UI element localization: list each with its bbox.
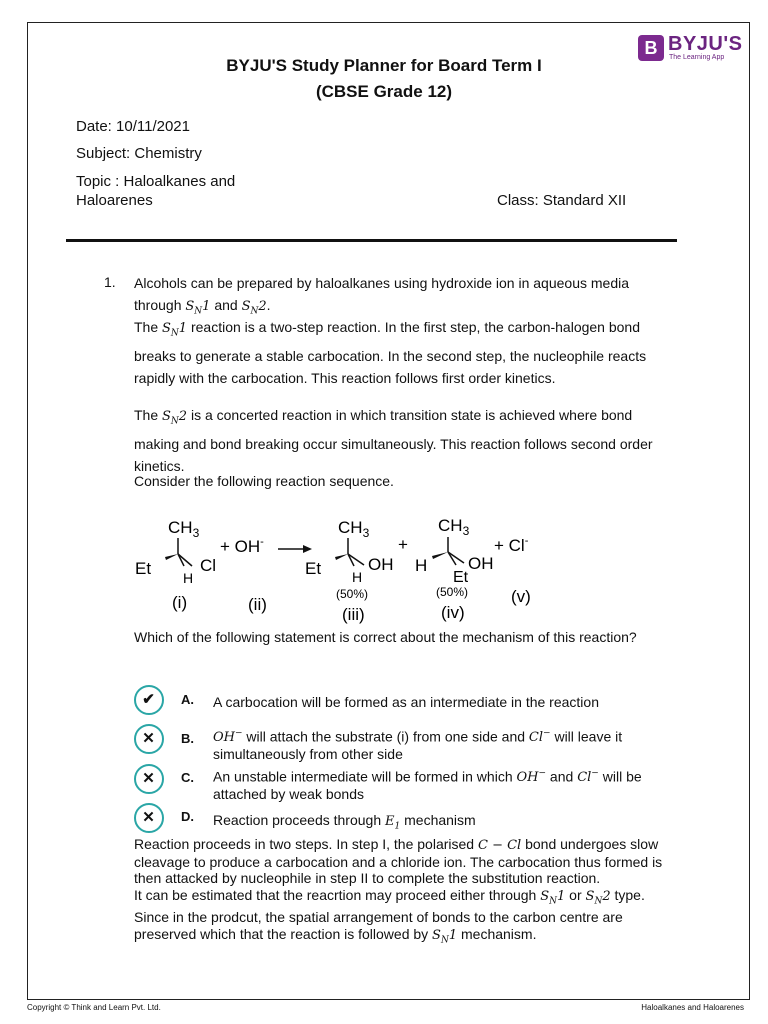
ch3-label: $CH_3$ bbox=[438, 516, 470, 538]
label-i: (i) bbox=[172, 593, 188, 612]
sn2-math: $S_N2$ bbox=[162, 409, 188, 427]
option-a-letter: A. bbox=[181, 692, 194, 707]
option-d-text[interactable] bbox=[213, 812, 673, 835]
logo-tagline: The Learning App bbox=[669, 54, 725, 61]
reaction-scheme bbox=[130, 510, 550, 630]
class-label: Class: Standard XII bbox=[497, 192, 627, 209]
p2-body: reaction is a two-step reaction. In the first step, the carbon-halogen bond breaks to generate a stable carbocation. In the second step, the nucleophile reacts rapidly with the carbocation. This reaction follows first order kinetics. bbox=[134, 319, 647, 386]
label-v: (v) bbox=[511, 587, 531, 606]
explanation-part-a: Reaction proceeds in two steps. In step I, the polarised bbox=[134, 836, 478, 852]
option-d-status[interactable] bbox=[134, 803, 164, 833]
option-b-status[interactable] bbox=[134, 724, 164, 754]
option-b-part1: will attach the substrate (i) from one side and bbox=[242, 728, 529, 745]
option-a-status[interactable] bbox=[134, 685, 164, 715]
molecule-iii bbox=[305, 518, 394, 585]
sn2-math: $S_N2$ bbox=[585, 888, 611, 907]
intro-and: and bbox=[210, 297, 242, 313]
et-label: Et bbox=[453, 569, 469, 586]
h-label: H bbox=[183, 570, 194, 586]
option-b-text[interactable] bbox=[213, 726, 673, 762]
option-a-text[interactable]: A carbocation will be formed as an intermediate in the reaction bbox=[213, 694, 599, 710]
cross-icon: ✕ bbox=[142, 770, 155, 787]
molecule-iv bbox=[415, 516, 494, 586]
plus-sign: + bbox=[398, 535, 408, 554]
intro-end: . bbox=[266, 297, 271, 313]
p3-body: is a concerted reaction in which transition state is achieved where bond making and bond breaking occur simultaneously. This reaction follows second order kinetics. bbox=[134, 407, 653, 474]
option-c-part3: will be attached by weak bonds bbox=[213, 768, 642, 803]
explanation-part-e: type. Since in the prodcut, the spatial arrangement of bonds to the carbon centre are preserved which that the reaction is followed by bbox=[134, 886, 645, 942]
e1-math: $E_1$ bbox=[385, 814, 401, 832]
cl-label: Cl bbox=[200, 556, 217, 575]
header-divider bbox=[66, 239, 677, 242]
logo-wordmark: BYJU'S bbox=[668, 33, 743, 55]
cross-icon: ✕ bbox=[142, 809, 155, 826]
explanation-part-d: or bbox=[565, 886, 586, 903]
label-iv: (iv) bbox=[441, 603, 465, 622]
bond-line bbox=[178, 554, 192, 566]
label-ii: (ii) bbox=[248, 595, 267, 614]
oh-minus-math: OH− bbox=[516, 769, 547, 786]
c-cl-math: C − Cl bbox=[477, 838, 522, 853]
footer-copyright: Copyright © Think and Learn Pvt. Ltd. bbox=[27, 1003, 161, 1012]
explanation-part-b: bond undergoes slow cleavage to produce a carbocation and a chloride ion. The carbocation thus formed is then attacked by nucleophile in step II to complete the substitution reaction. bbox=[134, 836, 663, 887]
option-d-letter: D. bbox=[181, 809, 194, 824]
p2-lead: The bbox=[134, 319, 163, 335]
oh-label: OH bbox=[468, 554, 494, 573]
explanation-part-c: It can be estimated that the reacrtion may proceed either through bbox=[134, 886, 541, 903]
option-d-part1: Reaction proceeds through bbox=[213, 812, 385, 828]
percent-iii: (50%) bbox=[336, 587, 369, 601]
wedge-bond bbox=[432, 552, 448, 559]
date-label: Date: 10/11/2021 bbox=[76, 118, 190, 135]
sn1-math: $S_N1$ bbox=[540, 888, 566, 907]
oh-minus-math: OH− bbox=[213, 729, 243, 746]
cross-icon: ✕ bbox=[142, 730, 155, 747]
sn2-math: $S_N2$ bbox=[241, 299, 267, 317]
molecule-i bbox=[135, 518, 216, 586]
bond-line bbox=[448, 552, 464, 563]
option-b-letter: B. bbox=[181, 731, 194, 746]
et-label: Et bbox=[135, 559, 152, 578]
wedge-bond bbox=[165, 554, 178, 560]
page-title: BYJU'S Study Planner for Board Term I bbox=[226, 56, 542, 75]
question-prompt: Which of the following statement is correct about the mechanism of this reaction? bbox=[134, 629, 637, 645]
topic-label-line1: Topic : Haloalkanes and bbox=[76, 173, 236, 190]
question-paragraph-sn1 bbox=[134, 316, 664, 389]
cl-minus-math: Cl− bbox=[577, 769, 599, 786]
cl-minus-math: Cl− bbox=[528, 729, 551, 746]
question-paragraph-sn2 bbox=[134, 404, 664, 477]
explanation-part-f: mechanism. bbox=[457, 925, 537, 942]
h-label: H bbox=[415, 556, 428, 575]
ch3-label: $CH_3$ bbox=[338, 518, 370, 540]
sn1-math: $S_N1$ bbox=[185, 299, 211, 317]
percent-iv: (50%) bbox=[436, 585, 469, 599]
footer-chapter: Haloalkanes and Haloarenes bbox=[641, 1003, 744, 1012]
wedge-bond bbox=[335, 554, 348, 560]
option-c-text[interactable] bbox=[213, 766, 673, 802]
oh-reagent: + OH- bbox=[220, 536, 264, 556]
cl-product: + Cl- bbox=[494, 535, 529, 555]
answer-explanation bbox=[134, 836, 664, 948]
ch3-label: $CH_3$ bbox=[168, 518, 200, 540]
intro-text: Alcohols can be prepared by haloalkanes using hydroxide ion in aqueous media through bbox=[134, 275, 629, 313]
question-intro bbox=[134, 272, 664, 323]
et-label: Et bbox=[305, 559, 322, 578]
sn1-math: $S_N1$ bbox=[162, 321, 188, 339]
page-subtitle: (CBSE Grade 12) bbox=[315, 82, 453, 101]
option-c-status[interactable] bbox=[134, 764, 164, 794]
option-b-part2: will leave it simultaneously from other side bbox=[213, 728, 623, 763]
oh-label: OH bbox=[368, 555, 394, 574]
question-paragraph-sequence: Consider the following reaction sequence. bbox=[134, 473, 394, 489]
sn1-math: $S_N1$ bbox=[432, 927, 458, 946]
option-c-letter: C. bbox=[181, 770, 194, 785]
label-iii: (iii) bbox=[342, 605, 365, 624]
option-d-part2: mechanism bbox=[400, 812, 476, 828]
logo-mark: B bbox=[638, 35, 664, 61]
subject-label: Subject: Chemistry bbox=[76, 145, 202, 162]
p3-lead: The bbox=[134, 407, 163, 423]
option-c-part2: and bbox=[546, 768, 578, 785]
h-label: H bbox=[352, 569, 363, 585]
arrow-head bbox=[303, 545, 312, 553]
check-icon: ✔ bbox=[142, 691, 155, 708]
topic-label-line2: Haloarenes bbox=[76, 192, 153, 209]
question-number: 1. bbox=[104, 274, 116, 290]
option-c-part1: An unstable intermediate will be formed in which bbox=[213, 768, 517, 785]
